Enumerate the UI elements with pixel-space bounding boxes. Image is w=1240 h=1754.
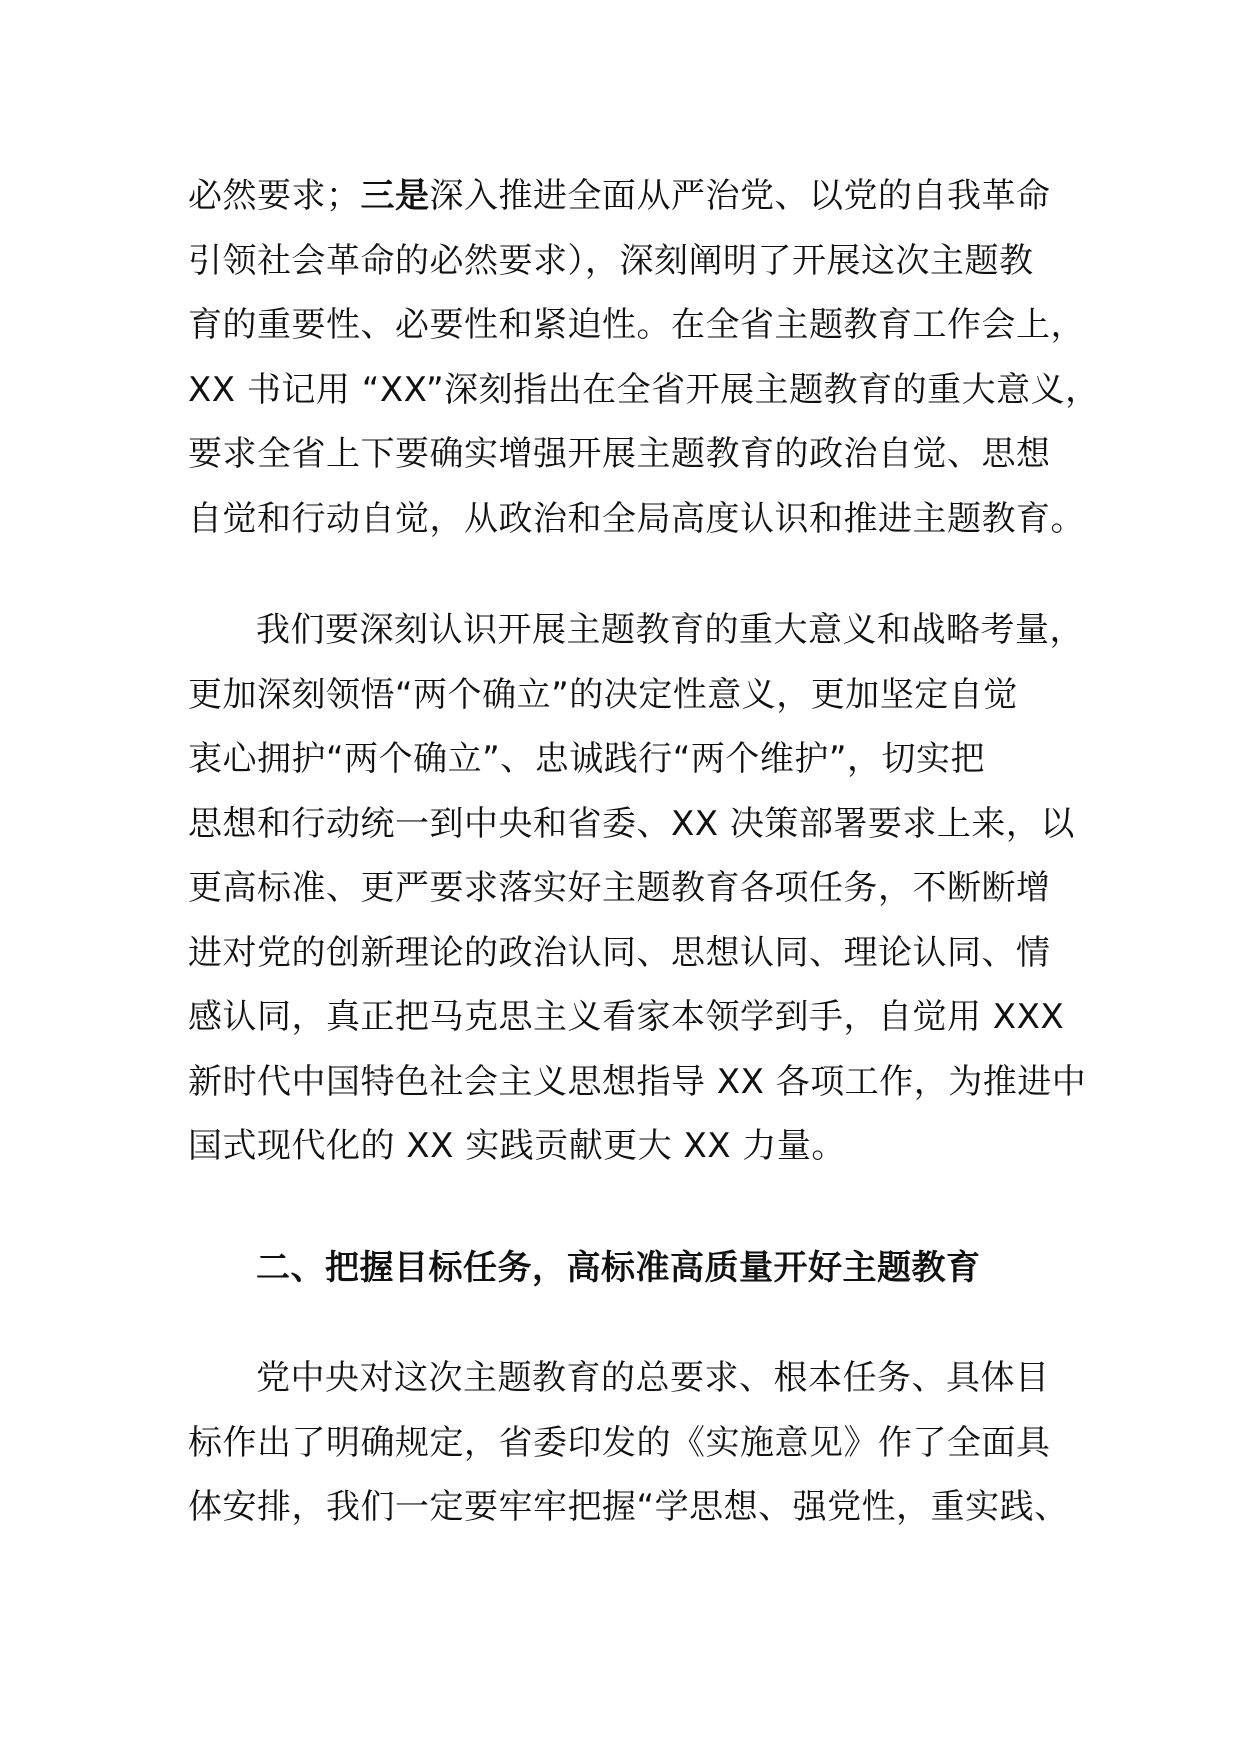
paragraph-2-line: 衷心拥护“两个确立”、忠诚践行“两个维护”，切实把	[188, 739, 985, 779]
paragraph-3-line: 标作出了明确规定，省委印发的《实施意见》作了全面具	[188, 1422, 1051, 1463]
paragraph-2-line: 国式现代化的 XX 实践贡献更大 XX 力量。	[188, 1126, 846, 1166]
paragraph-3	[188, 1346, 1068, 1540]
paragraph-2-line: 更加深刻领悟“两个确立”的决定性意义，更加坚定自觉	[188, 674, 1018, 715]
bold-emphasis: 三是	[360, 176, 430, 216]
paragraph-3-line: 党中央对这次主题教育的总要求、根本任务、具体目	[256, 1358, 1050, 1398]
paragraph-2	[188, 598, 1087, 1179]
paragraph-1	[188, 164, 1100, 551]
paragraph-3-line: 体安排，我们一定要牢牢把握“学思想、强党性，重实践、	[188, 1487, 1069, 1527]
paragraph-2-line: 我们要深刻认识开展主题教育的重大意义和战略考量，	[256, 610, 1084, 650]
paragraph-1-line: 引领社会革命的必然要求），深刻阐明了开展这次主题教	[188, 240, 1034, 281]
section-heading: 二、把握目标任务，高标准高质量开好主题教育	[256, 1248, 981, 1288]
paragraph-1-line: 育的重要性、必要性和紧迫性。在全省主题教育工作会上，	[188, 305, 1085, 345]
paragraph-2-line: 更高标准、更严要求落实好主题教育各项任务，不断断增	[188, 868, 1051, 908]
paragraph-2-line: 感认同，真正把马克思主义看家本领学到手，自觉用 XXX	[188, 997, 1065, 1037]
paragraph-1-line: XX 书记用 “XX”深刻指出在全省开展主题教育的重大意义，	[188, 369, 1100, 410]
text-span: 必然要求；	[188, 176, 361, 216]
paragraph-2-line: 新时代中国特色社会主义思想指导 XX 各项工作，为推进中	[188, 1061, 1087, 1102]
paragraph-2-line: 思想和行动统一到中央和省委、XX 决策部署要求上来，以	[188, 803, 1075, 844]
paragraph-1-line-1	[188, 164, 1068, 229]
text-span: 深入推进全面从严治党、以党的自我革命	[429, 176, 1051, 216]
paragraph-2-line: 进对党的创新理论的政治认同、思想认同、理论认同、情	[188, 932, 1051, 973]
paragraph-1-line: 自觉和行动自觉，从政治和全局高度认识和推进主题教育。	[188, 498, 1085, 539]
paragraph-1-line: 要求全省上下要确实增强开展主题教育的政治自觉、思想	[188, 434, 1051, 474]
